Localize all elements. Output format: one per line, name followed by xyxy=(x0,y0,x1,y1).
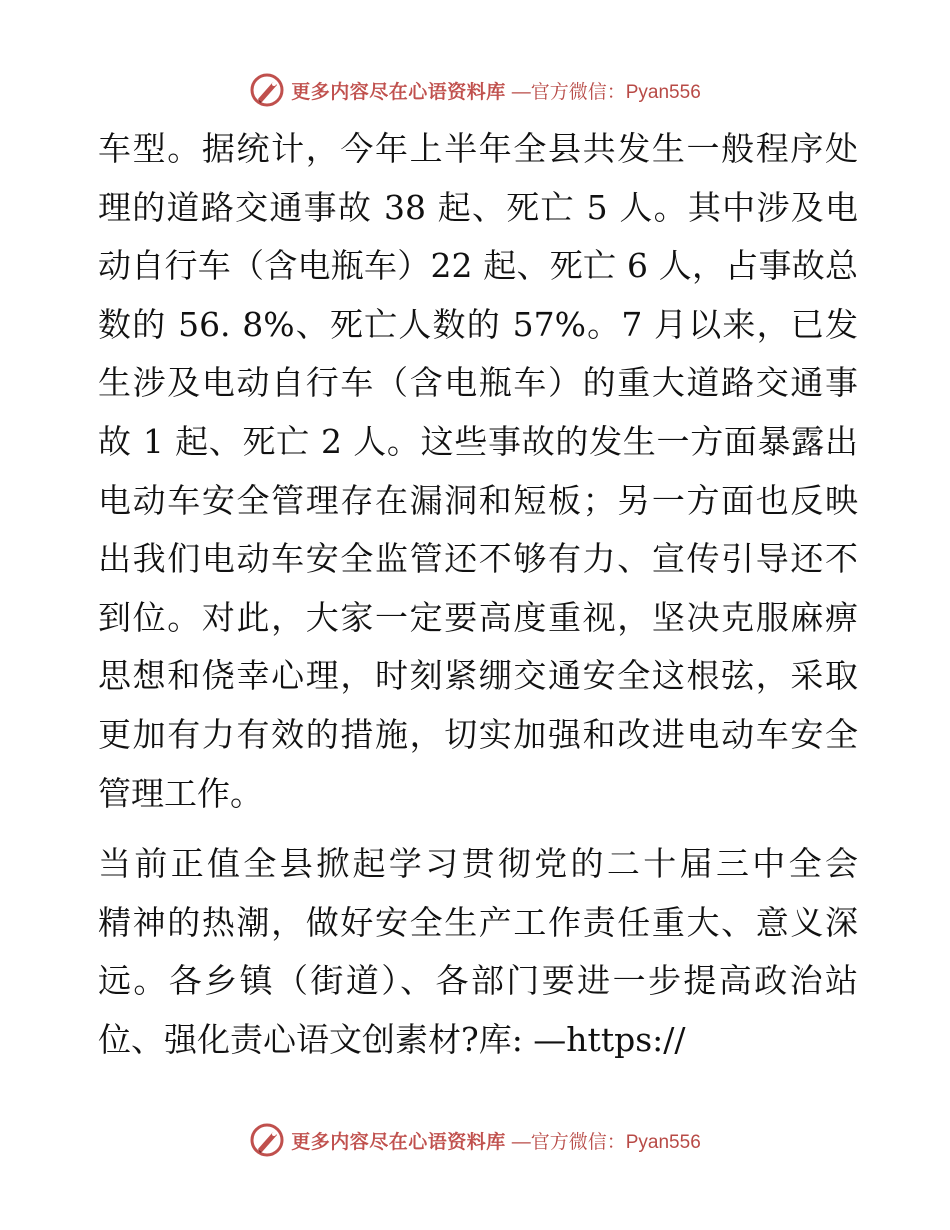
document-body xyxy=(98,120,858,1070)
text-line: 出我们电动车安全监管还不够有力、宣传引导还不 xyxy=(98,539,858,579)
text-line: 精神的热潮，做好安全生产工作责任重大、意义深 xyxy=(98,902,858,942)
text-line: 到位。对此，大家一定要高度重视，坚决克服麻痹 xyxy=(98,597,858,637)
paragraph-gap xyxy=(98,823,858,835)
header-site-text: 更多内容尽在心语资料库 xyxy=(291,80,506,103)
footer-wechat-text: —官方微信：Pyan556 xyxy=(511,1131,701,1153)
footer-watermark xyxy=(0,1118,950,1162)
pen-logo-icon xyxy=(249,72,285,108)
paragraph-1 xyxy=(98,120,858,823)
text-line: 理的道路交通事故 38 起、死亡 5 人。其中涉及电 xyxy=(98,187,858,227)
text-line: 生涉及电动自行车（含电瓶车）的重大道路交通事 xyxy=(98,363,858,403)
text-line: 更加有力有效的措施，切实加强和改进电动车安全 xyxy=(98,714,858,754)
text-line: 动自行车（含电瓶车）22 起、死亡 6 人，占事故总 xyxy=(98,246,858,286)
text-line: 位、强化责心语文创素材?库: —https:// xyxy=(98,1019,686,1059)
text-line: 车型。据统计，今年上半年全县共发生一般程序处 xyxy=(98,129,858,168)
header-watermark xyxy=(0,68,950,112)
text-line: 故 1 起、死亡 2 人。这些事故的发生一方面暴露出 xyxy=(98,421,858,461)
text-line: 思想和侥幸心理，时刻紧绷交通安全这根弦，采取 xyxy=(98,656,858,696)
text-line: 远。各乡镇（街道）、各部门要进一步提高政治站 xyxy=(98,961,858,1001)
text-line: 当前正值全县掀起学习贯彻党的二十届三中全会 xyxy=(98,844,858,884)
text-line: 管理工作。 xyxy=(98,773,263,813)
text-line: 数的 56. 8%、死亡人数的 57%。7 月以来，已发 xyxy=(98,304,858,344)
footer-site-text: 更多内容尽在心语资料库 xyxy=(291,1130,506,1153)
paragraph-2 xyxy=(98,835,858,1069)
header-wechat-text: —官方微信：Pyan556 xyxy=(511,81,701,103)
text-line: 电动车安全管理存在漏洞和短板；另一方面也反映 xyxy=(98,480,858,520)
pen-logo-icon xyxy=(249,1122,285,1158)
